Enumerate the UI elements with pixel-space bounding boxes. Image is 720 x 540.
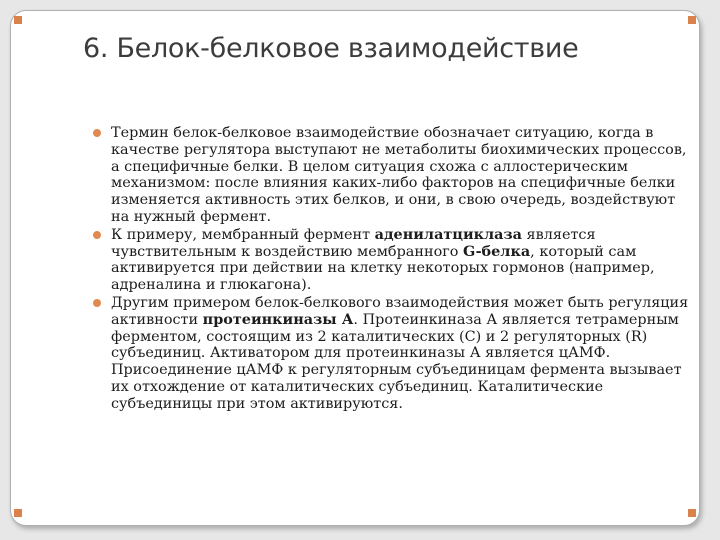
bullet-text: . Протеинкиназа А является тетрамерным ферментом, состоящим из 2 каталитических (С) и 2 регуляторных (R) субъединиц. Активатором для протеинкиназы А является цАМФ. Присоединение цАМФ к регуляторным субъединицам фермента вызывает их отхождение от каталитических субъединиц. Каталитические субъединицы при этом активируются. [111,311,682,412]
bullet-icon [93,299,101,307]
corner-mark [688,509,696,517]
bullet-list [93,125,693,414]
bullet-text: Термин белок-белковое взаимодействие обозначает ситуацию, когда в качестве регулятора выступают не метаболиты биохимических процессов, а специфичные белки. В целом ситуация схожа с аллостерическим механизмом: после влияния каких-либо факторов на специфичные белки изменяется активность этих белков, и они, в свою очередь, воздействуют на нужный фермент. [111,125,687,225]
bullet-text: К примеру, мембранный фермент [111,226,375,243]
corner-mark [14,509,22,517]
bullet-item [93,227,693,294]
corner-mark [688,16,696,24]
bullet-item [93,125,693,226]
bullet-text: Другим примером белок-белкового взаимодействия может быть регуляция активности [111,294,689,328]
bold-term: протеинкиназы А [202,310,354,328]
bullet-icon [93,231,101,239]
bold-term: G-белка [463,242,531,260]
bold-term: аденилатциклаза [374,225,522,243]
bullet-item [93,295,693,413]
bullet-text: , который сам активируется при действии на клетку некоторых гормонов (например, адреналина и глюкагона). [111,243,655,294]
bullet-icon [93,129,101,137]
bullet-text: является чувствительным к воздействию мембранного [111,226,596,260]
slide [10,10,700,526]
slide-title: 6. Белок-белковое взаимодействие [83,33,579,64]
corner-mark [14,16,22,24]
